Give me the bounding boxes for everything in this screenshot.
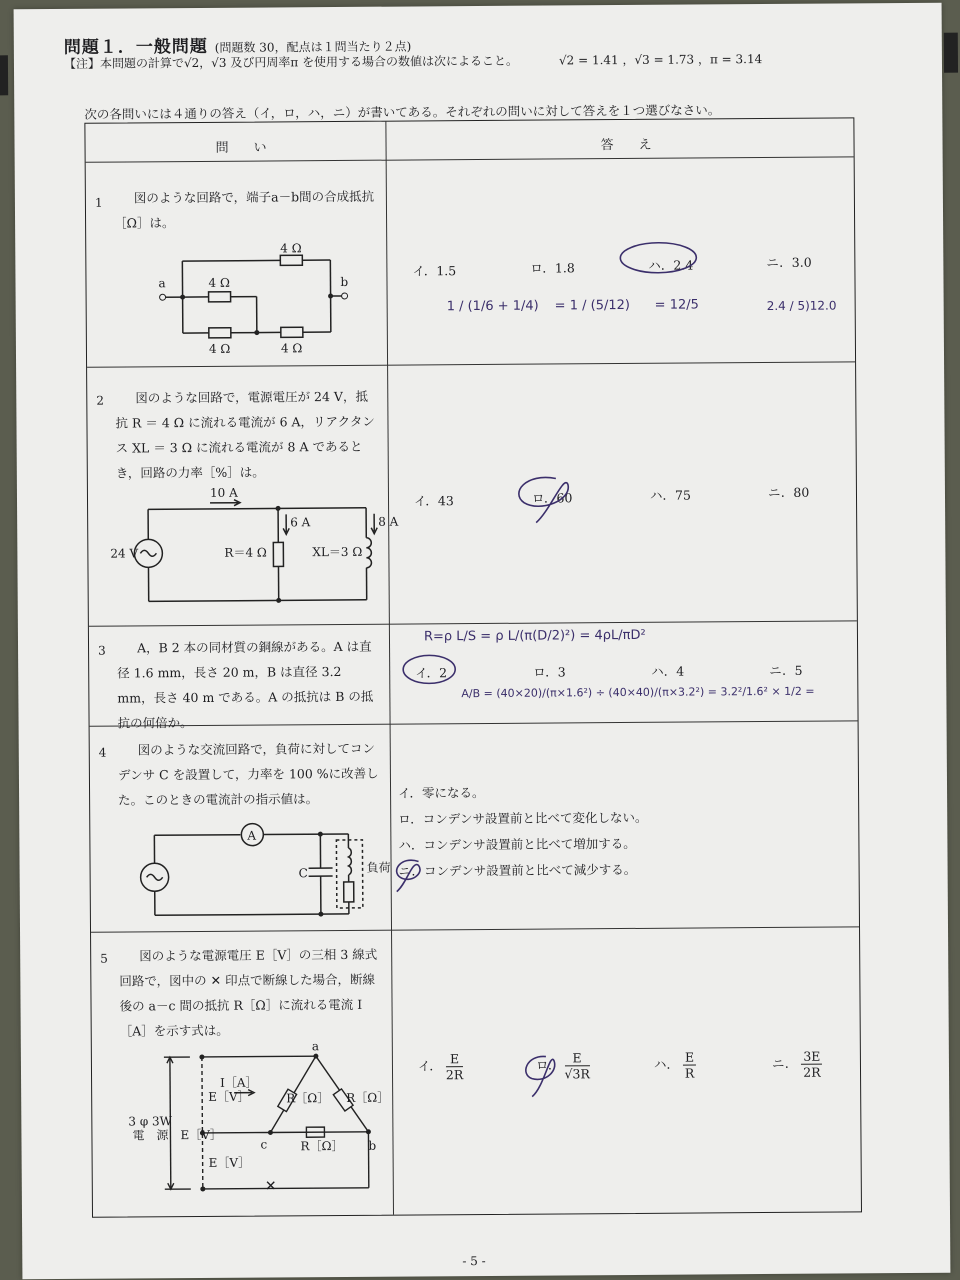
denominator: √3R [564, 1066, 590, 1082]
answer-circle-mark [506, 470, 586, 531]
row-divider [89, 620, 857, 626]
choice-i[interactable]: イ．43 [413, 493, 454, 509]
resistor-bl-label: 4 Ω [208, 341, 231, 356]
numerator: E [564, 1050, 589, 1066]
load-label: 負荷 [366, 860, 391, 875]
answer-circle-mark [616, 239, 706, 280]
resistor-label: R＝4 Ω [224, 545, 267, 560]
source-voltage-label: 24 V [110, 546, 139, 561]
question-table [84, 117, 862, 1217]
choice-ro[interactable]: ロ． $\frac{E}{√3R}$ [535, 1050, 590, 1082]
source-label: 電 源 [132, 1128, 169, 1143]
resistor-br-label: 4 Ω [280, 341, 303, 356]
handwritten-calc-1: 1 / (1/6 + 1/4) [446, 298, 539, 315]
q5-circuit-diagram [128, 1039, 391, 1214]
question-number: 5 [100, 951, 108, 966]
voltage-ab-label: E［V］ [208, 1089, 250, 1104]
node-c: c [260, 1137, 268, 1152]
choice-ni[interactable]: ニ．3.0 [766, 254, 812, 271]
title-text: 問題１．一般問題 [63, 36, 208, 58]
title-note: (問題数 30，配点は１問当たり２点) [214, 39, 412, 55]
question-text: A，B 2 本の同材質の銅線がある。A は直径 1.6 mm，長さ 20 m，B は直径 3.2 mm，長さ 40 m である。A の抵抗は B の抵抗の何倍か。 [117, 638, 374, 731]
exam-page [14, 3, 951, 1279]
instructions: 次の各問いには４通りの答え（イ，ロ，ハ，ニ）が書いてある。それぞれの問いに対して答えを１つ選びなさい。 [84, 102, 721, 122]
answer-circle-mark [401, 651, 461, 687]
handwritten-resistance-formula: R=ρ L/S = ρ L/(π(D/2)²) = 4ρL/πD² [423, 627, 646, 645]
numerator: E [446, 1051, 463, 1067]
node-a: a [311, 1039, 320, 1054]
calc-values: √2 = 1.41 ，√3 = 1.73 ，π = 3.14 [558, 52, 763, 68]
numerator: 3E [801, 1049, 822, 1065]
header-question: 問 い [215, 140, 273, 156]
choice-ni[interactable]: ニ． $\frac{3E}{2R}$ [771, 1048, 821, 1080]
question-number: 3 [98, 643, 106, 658]
source-type-label: 3 φ 3W [128, 1114, 173, 1129]
current-label: I［A］ [220, 1075, 258, 1090]
question-number: 2 [96, 393, 105, 408]
q1-circuit-diagram [156, 241, 357, 356]
total-current-label: 10 A [209, 485, 238, 500]
inductor-current-label: 8 A [378, 514, 399, 529]
q2-circuit-diagram [110, 485, 399, 612]
numerator: E [683, 1050, 696, 1066]
capacitor-label: C [298, 866, 308, 881]
resistor-ab-label: R［Ω］ [346, 1090, 390, 1105]
terminal-b: b [340, 274, 349, 289]
voltage-bc-label: E［V］ [208, 1155, 251, 1170]
reactance-label: XL＝3 Ω [312, 544, 363, 560]
resistor-current-label: 6 A [290, 515, 311, 530]
q4-circuit-diagram [140, 822, 391, 924]
answer-circle-mark [388, 853, 428, 893]
handwritten-calc-3: = 12/5 [654, 297, 699, 313]
choice-ha[interactable]: ハ．2.4 [648, 257, 694, 273]
choice-i[interactable]: イ．2 [415, 665, 448, 681]
registration-mark-right [944, 33, 958, 73]
choice-ni[interactable]: ニ．コンデンサ設置前と比べて減少する。 [398, 861, 637, 879]
denominator: 2R [803, 1064, 821, 1080]
choice-ro[interactable]: ロ．1.8 [530, 260, 575, 276]
calc-note: 【注】本問題の計算で√2，√3 及び円周率π を使用する場合の数値は次によること。 [63, 53, 519, 71]
registration-mark-left [0, 55, 8, 95]
denominator: 2R [445, 1067, 464, 1083]
choice-i[interactable]: イ．零になる。 [398, 784, 485, 801]
row-divider [91, 926, 859, 932]
voltage-total-label: E［V］ [180, 1127, 222, 1143]
choice-ni[interactable]: ニ．80 [767, 484, 810, 500]
header-answer: 答 え [600, 137, 658, 154]
choice-ro[interactable]: ロ．コンデンサ設置前と比べて変化しない。 [398, 809, 648, 827]
resistor-top-label: 4 Ω [280, 241, 302, 256]
choice-ni[interactable]: ニ．5 [769, 662, 803, 678]
terminal-a: a [158, 276, 166, 291]
question-number: 4 [98, 745, 107, 760]
ammeter-label: A [247, 828, 257, 843]
denominator: R [684, 1065, 695, 1081]
answer-circle-mark [516, 1050, 576, 1100]
handwritten-ratio-calc: A/B = (40×20)/(π×1.6²) ÷ (40×40)/(π×3.2²) = 3.2²/1.6² × 1/2 = [461, 684, 815, 701]
question-text: 図のような交流回路で，負荷に対してコンデンサ C を設置して，力率を 100 %に改善した。このときの電流計の指示値は。 [117, 740, 379, 808]
node-b: b [368, 1138, 377, 1153]
resistor-ac-label: R［Ω］ [286, 1091, 330, 1106]
question-text: 図のような回路で，電源電圧が 24 V，抵抗 R ＝ 4 Ω に流れる電流が 6 A，リアクタンス XL ＝ 3 Ω に流れる電流が 8 A であるとき，回路の力率［%］は。 [115, 388, 375, 481]
choice-ro[interactable]: ロ．3 [533, 664, 566, 680]
choice-i[interactable]: イ． $\frac{E}{2R}$ [417, 1051, 464, 1083]
choice-i[interactable]: イ．1.5 [412, 263, 457, 279]
row-divider [87, 361, 855, 367]
choice-ha[interactable]: ハ．4 [651, 663, 685, 679]
resistor-bc-label: R［Ω］ [300, 1138, 344, 1154]
question-text: 図のような電源電圧 E［V］の三相 3 線式回路で，図中の ✕ 印点で断線した場合，断線後の a－c 間の抵抗 R［Ω］に流れる電流 I［A］を示す式は。 [119, 946, 378, 1039]
break-x-mark-icon: ✕ [264, 1178, 277, 1195]
handwritten-calc-2: = 1 / (5/12) [554, 297, 630, 314]
page-number: - 5 - [462, 1253, 486, 1269]
choice-ha[interactable]: ハ． $\frac{E}{R}$ [653, 1049, 695, 1081]
question-text: 図のような回路で，端子a－b間の合成抵抗［Ω］は。 [114, 188, 375, 231]
choice-ha[interactable]: ハ．コンデンサ設置前と比べて増加する。 [398, 835, 636, 853]
choice-ro[interactable]: ロ．60 [531, 490, 573, 506]
question-number: 1 [94, 195, 103, 210]
choice-ha[interactable]: ハ．75 [649, 487, 691, 503]
handwritten-calc-4: 2.4 / 5)12.0 [766, 298, 837, 314]
resistor-left-label: 4 Ω [208, 275, 230, 290]
row-divider [86, 156, 854, 162]
